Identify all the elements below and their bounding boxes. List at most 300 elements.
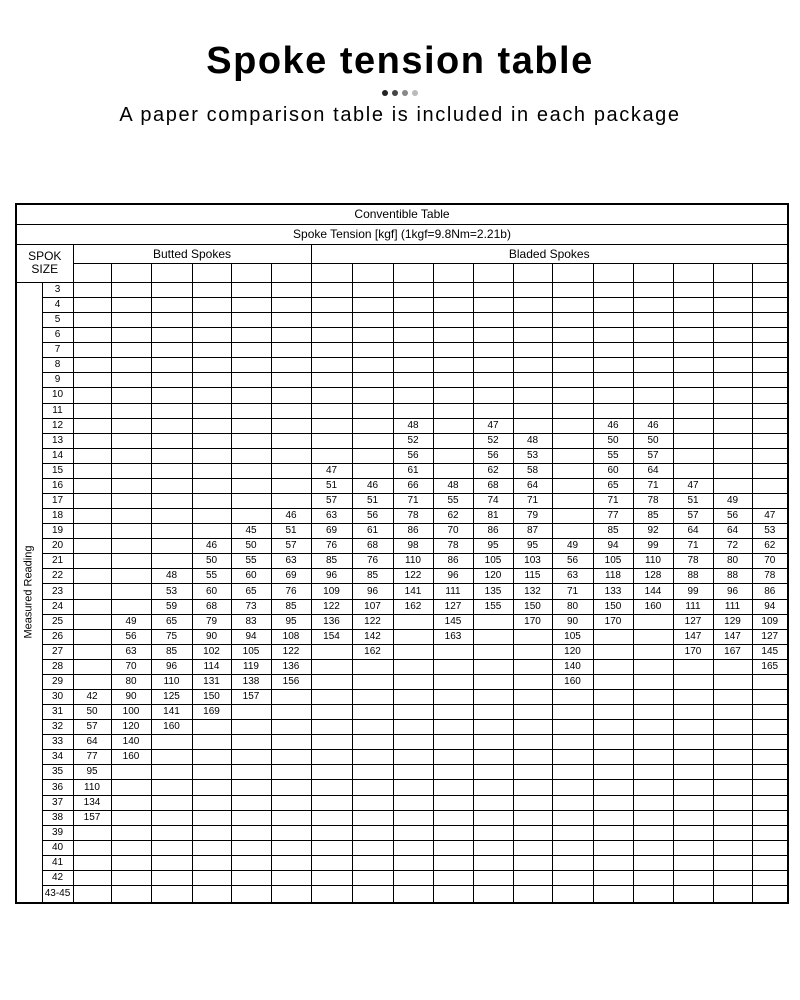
tension-value-cell bbox=[192, 765, 231, 780]
tension-value-cell bbox=[752, 478, 788, 493]
tension-value-cell: 95 bbox=[73, 765, 111, 780]
tension-value-cell: 64 bbox=[633, 463, 673, 478]
tension-value-cell bbox=[111, 343, 151, 358]
tension-value-cell bbox=[271, 780, 311, 795]
tension-value-cell bbox=[111, 524, 151, 539]
tension-value-cell bbox=[552, 328, 593, 343]
tension-value-cell bbox=[473, 825, 513, 840]
tension-value-cell bbox=[713, 418, 752, 433]
tension-value-cell bbox=[231, 403, 271, 418]
column-header-blank bbox=[311, 263, 352, 282]
tension-value-cell: 105 bbox=[593, 554, 633, 569]
tension-value-cell bbox=[192, 509, 231, 524]
tension-value-cell: 48 bbox=[393, 418, 433, 433]
tension-value-cell: 100 bbox=[111, 705, 151, 720]
tension-value-cell bbox=[752, 297, 788, 312]
tension-value-cell: 165 bbox=[752, 659, 788, 674]
tension-value-cell: 132 bbox=[513, 584, 552, 599]
tension-value-cell: 49 bbox=[713, 494, 752, 509]
tension-value-cell bbox=[192, 358, 231, 373]
table-row bbox=[16, 614, 788, 629]
tension-value-cell: 57 bbox=[673, 509, 713, 524]
tension-value-cell bbox=[433, 750, 473, 765]
tension-value-cell bbox=[393, 629, 433, 644]
spoke-size-cell: 34 bbox=[42, 750, 73, 765]
tension-value-cell bbox=[231, 494, 271, 509]
tension-value-cell bbox=[151, 343, 192, 358]
tension-value-cell bbox=[552, 870, 593, 885]
tension-value-cell bbox=[552, 313, 593, 328]
tension-value-cell bbox=[151, 855, 192, 870]
tension-value-cell: 156 bbox=[271, 674, 311, 689]
tension-value-cell bbox=[111, 373, 151, 388]
tension-value-cell bbox=[111, 870, 151, 885]
tension-value-cell bbox=[393, 659, 433, 674]
tension-value-cell: 74 bbox=[473, 494, 513, 509]
tension-value-cell: 85 bbox=[633, 509, 673, 524]
tension-value-cell bbox=[352, 855, 393, 870]
tension-value-cell: 63 bbox=[111, 644, 151, 659]
tension-value-cell: 68 bbox=[192, 599, 231, 614]
tension-value-cell bbox=[231, 509, 271, 524]
tension-value-cell bbox=[271, 463, 311, 478]
tension-value-cell: 47 bbox=[311, 463, 352, 478]
measured-reading-text: Measured Reading bbox=[22, 545, 35, 639]
tension-value-cell bbox=[593, 313, 633, 328]
tension-value-cell bbox=[593, 659, 633, 674]
tension-value-cell bbox=[231, 418, 271, 433]
tension-value-cell bbox=[473, 343, 513, 358]
tension-value-cell bbox=[593, 297, 633, 312]
tension-value-cell bbox=[271, 870, 311, 885]
tension-value-cell bbox=[271, 297, 311, 312]
tension-value-cell: 105 bbox=[473, 554, 513, 569]
tension-value-cell bbox=[713, 433, 752, 448]
tension-value-cell bbox=[552, 418, 593, 433]
tension-value-cell bbox=[231, 795, 271, 810]
tension-value-cell bbox=[192, 840, 231, 855]
tension-value-cell: 109 bbox=[311, 584, 352, 599]
tension-value-cell bbox=[73, 599, 111, 614]
tension-value-cell: 87 bbox=[513, 524, 552, 539]
tension-value-cell: 92 bbox=[633, 524, 673, 539]
tension-value-cell bbox=[271, 750, 311, 765]
tension-value-cell bbox=[352, 705, 393, 720]
tension-value-cell bbox=[311, 373, 352, 388]
tension-value-cell: 134 bbox=[73, 795, 111, 810]
tension-value-cell: 48 bbox=[513, 433, 552, 448]
tension-value-cell bbox=[311, 297, 352, 312]
tension-value-cell bbox=[271, 418, 311, 433]
tension-value-cell bbox=[311, 720, 352, 735]
tension-value-cell bbox=[111, 313, 151, 328]
tension-value-cell: 68 bbox=[352, 539, 393, 554]
tension-value-cell bbox=[552, 297, 593, 312]
table-row bbox=[16, 750, 788, 765]
tension-value-cell: 160 bbox=[633, 599, 673, 614]
tension-value-cell: 150 bbox=[593, 599, 633, 614]
tension-value-cell bbox=[752, 886, 788, 903]
tension-value-cell bbox=[513, 720, 552, 735]
tension-value-cell bbox=[393, 282, 433, 297]
column-header-blank bbox=[393, 263, 433, 282]
tension-value-cell bbox=[393, 644, 433, 659]
tension-value-cell bbox=[393, 886, 433, 903]
tension-value-cell bbox=[192, 297, 231, 312]
table-row bbox=[16, 358, 788, 373]
tension-value-cell bbox=[231, 705, 271, 720]
tension-value-cell: 65 bbox=[151, 614, 192, 629]
column-header-blank bbox=[713, 263, 752, 282]
tension-value-cell bbox=[673, 870, 713, 885]
tension-value-cell: 78 bbox=[433, 539, 473, 554]
tension-value-cell: 86 bbox=[752, 584, 788, 599]
tension-value-cell bbox=[752, 403, 788, 418]
tension-value-cell bbox=[433, 840, 473, 855]
tension-value-cell bbox=[593, 705, 633, 720]
tension-value-cell bbox=[713, 463, 752, 478]
tension-value-cell bbox=[673, 343, 713, 358]
tension-value-cell: 61 bbox=[393, 463, 433, 478]
tension-value-cell bbox=[752, 750, 788, 765]
dot-icon bbox=[382, 90, 388, 96]
tension-value-cell bbox=[633, 614, 673, 629]
tension-value-cell bbox=[192, 418, 231, 433]
tension-value-cell bbox=[552, 358, 593, 373]
tension-value-cell: 85 bbox=[311, 554, 352, 569]
tension-value-cell bbox=[73, 539, 111, 554]
tension-value-cell bbox=[673, 297, 713, 312]
tension-value-cell: 53 bbox=[513, 448, 552, 463]
column-header-blank bbox=[473, 263, 513, 282]
tension-value-cell bbox=[151, 524, 192, 539]
tension-value-cell bbox=[433, 433, 473, 448]
spoke-size-cell: 39 bbox=[42, 825, 73, 840]
spoke-tension-table bbox=[15, 203, 789, 904]
tension-value-cell bbox=[311, 282, 352, 297]
tension-value-cell bbox=[473, 388, 513, 403]
tension-value-cell bbox=[73, 870, 111, 885]
column-header-blank bbox=[513, 263, 552, 282]
tension-value-cell bbox=[633, 373, 673, 388]
tension-value-cell: 56 bbox=[111, 629, 151, 644]
tension-value-cell: 99 bbox=[633, 539, 673, 554]
tension-value-cell bbox=[513, 629, 552, 644]
tension-value-cell: 85 bbox=[352, 569, 393, 584]
tension-value-cell bbox=[752, 343, 788, 358]
tension-value-cell: 76 bbox=[352, 554, 393, 569]
tension-value-cell: 128 bbox=[633, 569, 673, 584]
tension-value-cell bbox=[713, 855, 752, 870]
tension-value-cell bbox=[151, 795, 192, 810]
column-header-blank bbox=[151, 263, 192, 282]
tension-value-cell: 105 bbox=[552, 629, 593, 644]
tension-value-cell bbox=[593, 629, 633, 644]
spoke-size-cell: 30 bbox=[42, 690, 73, 705]
tension-value-cell bbox=[352, 358, 393, 373]
tension-value-cell bbox=[713, 448, 752, 463]
tension-value-cell bbox=[513, 840, 552, 855]
tension-value-cell bbox=[311, 433, 352, 448]
tension-value-cell: 140 bbox=[552, 659, 593, 674]
tension-value-cell: 55 bbox=[192, 569, 231, 584]
tension-value-cell: 81 bbox=[473, 509, 513, 524]
tension-value-cell bbox=[552, 795, 593, 810]
tension-value-cell bbox=[311, 810, 352, 825]
tension-value-cell bbox=[111, 509, 151, 524]
tension-value-cell bbox=[111, 282, 151, 297]
tension-value-cell bbox=[633, 870, 673, 885]
tension-value-cell bbox=[473, 690, 513, 705]
tension-value-cell: 63 bbox=[552, 569, 593, 584]
tension-value-cell: 56 bbox=[552, 554, 593, 569]
tension-value-cell bbox=[633, 795, 673, 810]
tension-value-cell bbox=[473, 795, 513, 810]
tension-value-cell: 62 bbox=[752, 539, 788, 554]
tension-value-cell bbox=[473, 644, 513, 659]
tension-value-cell bbox=[151, 478, 192, 493]
tension-value-cell bbox=[393, 855, 433, 870]
tension-value-cell bbox=[192, 328, 231, 343]
tension-value-cell bbox=[352, 886, 393, 903]
tension-value-cell: 105 bbox=[231, 644, 271, 659]
tension-value-cell bbox=[633, 810, 673, 825]
tension-value-cell: 71 bbox=[552, 584, 593, 599]
tension-value-cell bbox=[151, 554, 192, 569]
table-row bbox=[16, 825, 788, 840]
tension-value-cell bbox=[552, 780, 593, 795]
tension-value-cell: 85 bbox=[593, 524, 633, 539]
tension-value-cell bbox=[433, 870, 473, 885]
tension-value-cell bbox=[393, 403, 433, 418]
tension-value-cell: 64 bbox=[513, 478, 552, 493]
spoke-size-cell: 3 bbox=[42, 282, 73, 297]
tension-value-cell bbox=[433, 810, 473, 825]
tension-value-cell bbox=[352, 433, 393, 448]
tension-value-cell: 57 bbox=[73, 720, 111, 735]
tension-value-cell bbox=[433, 282, 473, 297]
tension-value-cell bbox=[433, 659, 473, 674]
tension-value-cell: 58 bbox=[513, 463, 552, 478]
tension-value-cell bbox=[151, 297, 192, 312]
tension-value-cell bbox=[552, 765, 593, 780]
column-header-blank bbox=[673, 263, 713, 282]
tension-value-cell bbox=[513, 343, 552, 358]
tension-value-cell bbox=[271, 705, 311, 720]
tension-value-cell: 127 bbox=[433, 599, 473, 614]
tension-value-cell: 56 bbox=[473, 448, 513, 463]
tension-value-cell bbox=[352, 373, 393, 388]
tension-value-cell bbox=[192, 735, 231, 750]
tension-value-cell bbox=[513, 705, 552, 720]
tension-value-cell: 55 bbox=[231, 554, 271, 569]
tension-value-cell bbox=[513, 373, 552, 388]
spoke-size-cell: 29 bbox=[42, 674, 73, 689]
tension-value-cell: 167 bbox=[713, 644, 752, 659]
tension-value-cell bbox=[552, 403, 593, 418]
tension-value-cell: 144 bbox=[633, 584, 673, 599]
tension-value-cell bbox=[752, 448, 788, 463]
table-row bbox=[16, 765, 788, 780]
tension-value-cell: 94 bbox=[231, 629, 271, 644]
tension-value-cell bbox=[713, 297, 752, 312]
tension-value-cell bbox=[513, 388, 552, 403]
tension-value-cell bbox=[73, 343, 111, 358]
tension-value-cell bbox=[231, 765, 271, 780]
tension-value-cell bbox=[713, 659, 752, 674]
tension-value-cell bbox=[231, 720, 271, 735]
tension-value-cell bbox=[271, 840, 311, 855]
tension-value-cell bbox=[752, 494, 788, 509]
column-header-blank bbox=[352, 263, 393, 282]
tension-value-cell bbox=[192, 825, 231, 840]
tension-value-cell bbox=[433, 403, 473, 418]
tension-value-cell bbox=[192, 388, 231, 403]
tension-value-cell bbox=[752, 765, 788, 780]
tension-value-cell bbox=[513, 750, 552, 765]
tension-value-cell bbox=[111, 569, 151, 584]
tension-value-cell: 150 bbox=[192, 690, 231, 705]
tension-value-cell bbox=[513, 870, 552, 885]
tension-value-cell: 86 bbox=[473, 524, 513, 539]
tension-value-cell bbox=[552, 524, 593, 539]
tension-value-cell: 50 bbox=[633, 433, 673, 448]
tension-value-cell bbox=[713, 674, 752, 689]
tension-value-cell: 50 bbox=[593, 433, 633, 448]
tension-value-cell bbox=[433, 313, 473, 328]
table-row bbox=[16, 388, 788, 403]
table-row bbox=[16, 659, 788, 674]
tension-value-cell bbox=[593, 795, 633, 810]
tension-value-cell: 60 bbox=[593, 463, 633, 478]
tension-value-cell bbox=[593, 825, 633, 840]
spoke-size-cell: 27 bbox=[42, 644, 73, 659]
tension-value-cell bbox=[552, 840, 593, 855]
tension-value-cell bbox=[433, 674, 473, 689]
tension-value-cell bbox=[552, 433, 593, 448]
tension-value-cell bbox=[311, 705, 352, 720]
tension-value-cell bbox=[752, 313, 788, 328]
tension-value-cell: 65 bbox=[593, 478, 633, 493]
tension-value-cell: 50 bbox=[231, 539, 271, 554]
tension-value-cell bbox=[752, 720, 788, 735]
tension-value-cell: 119 bbox=[231, 659, 271, 674]
table-row bbox=[16, 629, 788, 644]
tension-value-cell bbox=[393, 795, 433, 810]
tension-value-cell bbox=[593, 282, 633, 297]
tension-value-cell bbox=[433, 886, 473, 903]
tension-value-cell bbox=[473, 659, 513, 674]
tension-value-cell bbox=[673, 282, 713, 297]
tension-value-cell: 110 bbox=[73, 780, 111, 795]
tension-value-cell bbox=[311, 855, 352, 870]
tension-value-cell bbox=[713, 825, 752, 840]
tension-value-cell: 83 bbox=[231, 614, 271, 629]
tension-value-cell bbox=[352, 870, 393, 885]
tension-value-cell bbox=[473, 358, 513, 373]
tension-value-cell bbox=[552, 478, 593, 493]
tension-value-cell bbox=[433, 373, 473, 388]
tension-value-cell bbox=[433, 855, 473, 870]
tension-value-cell bbox=[673, 705, 713, 720]
tension-value-cell bbox=[231, 358, 271, 373]
table-row bbox=[16, 584, 788, 599]
tension-value-cell bbox=[633, 765, 673, 780]
tension-value-cell bbox=[433, 448, 473, 463]
tension-value-cell bbox=[473, 313, 513, 328]
tension-value-cell bbox=[271, 343, 311, 358]
tension-value-cell bbox=[352, 448, 393, 463]
spoke-size-cell: 22 bbox=[42, 569, 73, 584]
decorative-dots bbox=[380, 90, 420, 98]
tension-value-cell bbox=[73, 629, 111, 644]
tension-value-cell bbox=[433, 780, 473, 795]
tension-value-cell bbox=[271, 690, 311, 705]
tension-value-cell bbox=[111, 403, 151, 418]
tension-value-cell bbox=[513, 780, 552, 795]
tension-value-cell: 48 bbox=[151, 569, 192, 584]
tension-value-cell: 56 bbox=[352, 509, 393, 524]
tension-value-cell bbox=[593, 403, 633, 418]
tension-value-cell bbox=[713, 886, 752, 903]
tension-value-cell: 120 bbox=[111, 720, 151, 735]
tension-value-cell bbox=[231, 448, 271, 463]
tension-value-cell bbox=[73, 313, 111, 328]
tension-value-cell bbox=[713, 403, 752, 418]
tension-value-cell bbox=[73, 569, 111, 584]
tension-value-cell bbox=[393, 810, 433, 825]
tension-value-cell: 147 bbox=[673, 629, 713, 644]
tension-value-cell bbox=[473, 855, 513, 870]
tension-value-cell bbox=[673, 674, 713, 689]
tension-value-cell: 51 bbox=[271, 524, 311, 539]
tension-value-cell bbox=[673, 886, 713, 903]
tension-value-cell bbox=[713, 810, 752, 825]
tension-value-cell: 46 bbox=[633, 418, 673, 433]
tension-value-cell: 71 bbox=[673, 539, 713, 554]
tension-value-cell bbox=[231, 750, 271, 765]
tension-value-cell bbox=[752, 358, 788, 373]
tension-value-cell: 127 bbox=[673, 614, 713, 629]
spoke-size-cell: 14 bbox=[42, 448, 73, 463]
tension-value-cell bbox=[271, 765, 311, 780]
tension-value-cell bbox=[271, 494, 311, 509]
tension-value-cell bbox=[713, 373, 752, 388]
tension-value-cell bbox=[271, 886, 311, 903]
tension-value-cell bbox=[752, 810, 788, 825]
tension-value-cell bbox=[231, 780, 271, 795]
tension-value-cell bbox=[73, 418, 111, 433]
tension-value-cell bbox=[111, 886, 151, 903]
spoke-size-cell: 12 bbox=[42, 418, 73, 433]
tension-value-cell bbox=[311, 840, 352, 855]
tension-value-cell: 72 bbox=[713, 539, 752, 554]
tension-value-cell bbox=[593, 358, 633, 373]
tension-value-cell: 57 bbox=[633, 448, 673, 463]
tension-value-cell: 86 bbox=[393, 524, 433, 539]
tension-value-cell bbox=[352, 388, 393, 403]
tension-value-cell bbox=[311, 403, 352, 418]
tension-value-cell bbox=[713, 478, 752, 493]
tension-value-cell bbox=[552, 494, 593, 509]
tension-value-cell bbox=[271, 855, 311, 870]
tension-value-cell: 51 bbox=[311, 478, 352, 493]
table-row bbox=[16, 780, 788, 795]
tension-value-cell: 52 bbox=[473, 433, 513, 448]
tension-value-cell bbox=[752, 855, 788, 870]
tension-value-cell bbox=[111, 358, 151, 373]
table-row bbox=[16, 870, 788, 885]
